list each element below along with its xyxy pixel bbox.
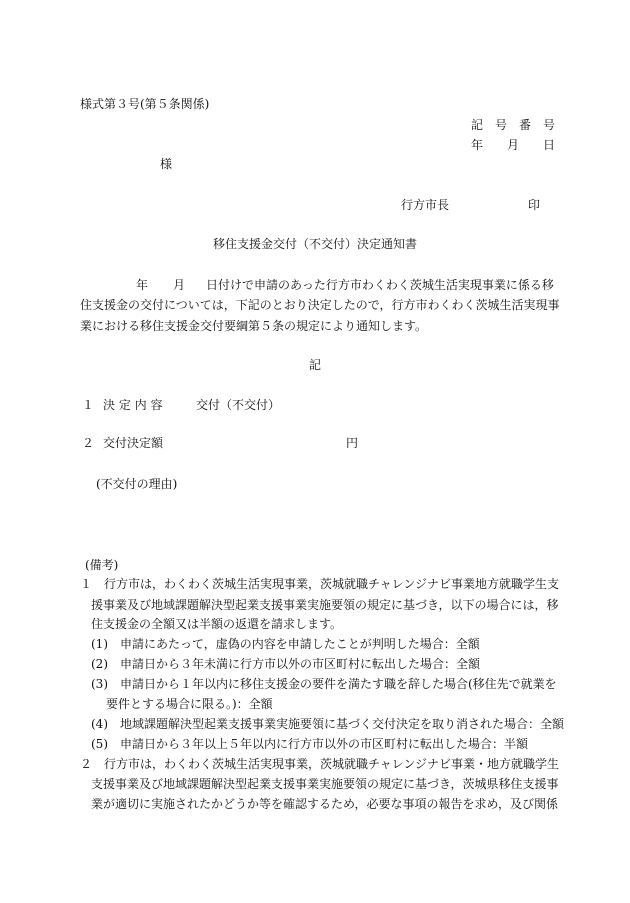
body-para-year: 年 — [136, 278, 149, 292]
note1-sub1: (1) 申請にあたって，虚偽の内容を申請したことが判明した場合：全額 — [91, 637, 480, 651]
seal-mark: 印 — [528, 198, 541, 212]
note1-line3: 住支援金の全額又は半額の返還を請求します。 — [91, 617, 343, 631]
body-para-line2: 住支援金の交付については，下記のとおり決定したので，行方市わくわく茨城生活実現事 — [80, 298, 560, 312]
note1-line2: 援事業及び地域課題解決型起業支援事業実施要領の規定に基づき，以下の場合には，移 — [91, 598, 559, 612]
item1-number: １ — [82, 398, 95, 412]
ki-heading: 記 — [309, 358, 322, 372]
note1-sub2: (2) 申請日から３年未満に行方市以外の市区町村に転出した場合：全額 — [91, 657, 481, 671]
item2-label: 交付決定額 — [103, 436, 164, 450]
body-para-line1: 日付けで申請のあった行方市わくわく茨城生活実現事業に係る移 — [206, 278, 554, 292]
note1-sub3-line1: (3) 申請日から１年以内に移住支援金の要件を満たす職を辞した場合(移住先で就業を — [91, 677, 557, 691]
body-para-month: 月 — [173, 278, 186, 292]
item1-value: 交付（不交付） — [196, 398, 281, 412]
note1-sub4: (4) 地域課題解決型起業支援事業実施要領に基づく交付決定を取り消された場合：全額 — [91, 717, 565, 731]
issuer-name: 行方市長 — [401, 198, 450, 212]
addressee-suffix: 様 — [160, 157, 173, 171]
note2-line1: ２ 行方市は，わくわく茨城生活実現事業，茨城就職チャレンジナビ事業・地方就職学生 — [80, 757, 560, 771]
note2-line3: 業が適切に実施されたかどうか等を確認するため，必要な事項の報告を求め，及び関係 — [91, 797, 559, 811]
reason-label: (不交付の理由) — [96, 477, 178, 491]
issue-date: 年 月 日 — [471, 138, 556, 152]
note2-line2: 支援事業及び地域課題解決型起業支援事業実施要領の規定に基づき，茨城県移住支援事 — [91, 777, 559, 791]
notes-heading: (備考) — [85, 558, 119, 572]
body-para-line1-full: 年 月 日付けで申請のあった行方市わくわく茨城生活実現事業に係る移 — [80, 880, 115, 881]
form-label: 様式第３号(第５条関係) — [80, 97, 210, 111]
note1-sub5: (5) 申請日から３年以上５年以内に行方市以外の市区町村に転出した場合：半額 — [91, 737, 529, 751]
reference-number: 記 号 番 号 — [471, 118, 556, 132]
document-title: 移住支援金交付（不交付）決定通知書 — [213, 237, 418, 251]
item2-unit: 円 — [346, 436, 359, 450]
body-para-line3: 業における移住支援金交付要綱第５条の規定により通知します。 — [80, 319, 428, 333]
note1-sub3-line2: 要件とする場合に限る。)：全額 — [106, 697, 273, 711]
item2-number: ２ — [82, 436, 95, 450]
note1-line1: １ 行方市は，わくわく茨城生活実現事業，茨城就職チャレンジナビ事業地方就職学生支 — [80, 577, 560, 591]
item1-label: 決 定 内 容 — [103, 398, 163, 412]
